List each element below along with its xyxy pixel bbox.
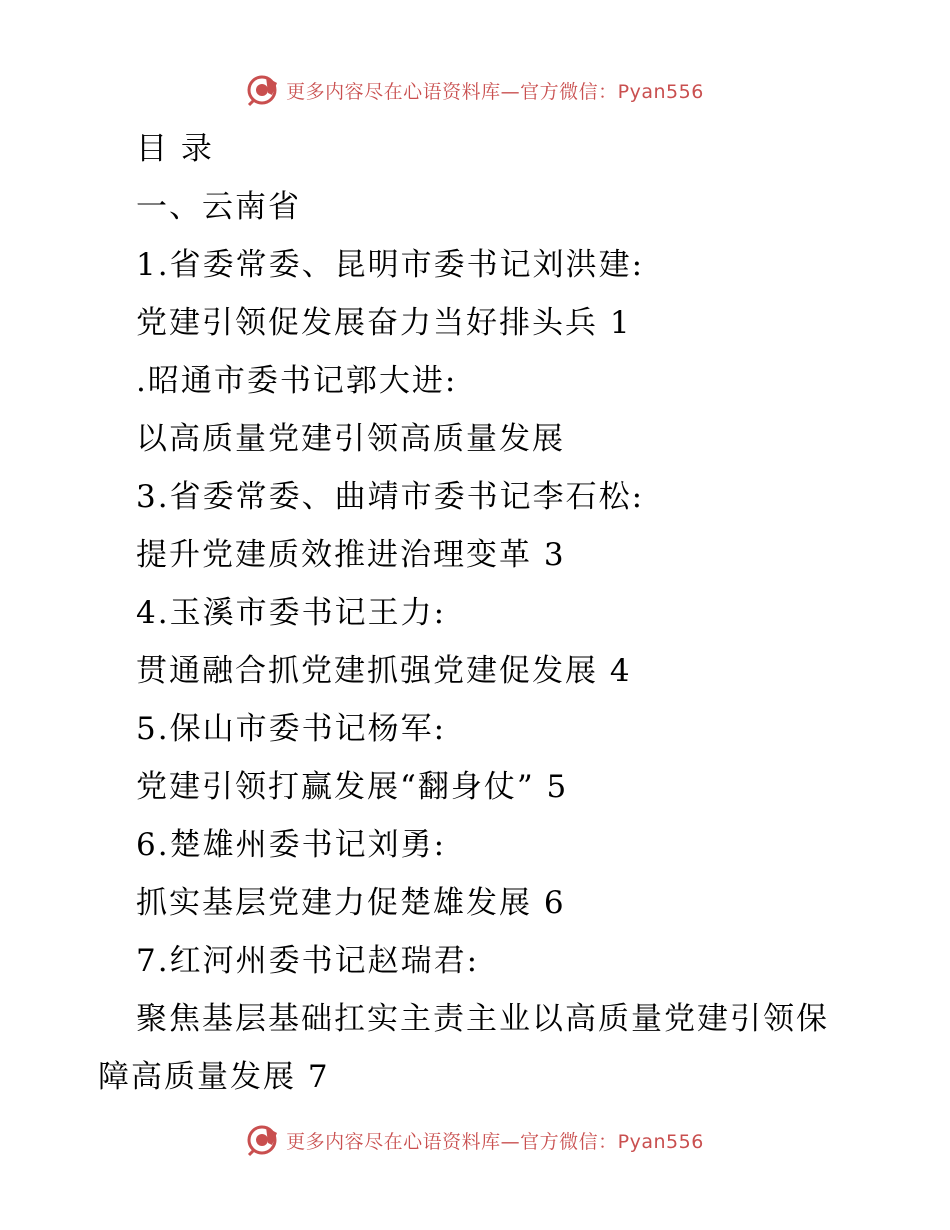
- toc-entry-author: 4.玉溪市委书记王力:: [136, 595, 447, 631]
- toc-entry-author: 3.省委常委、曲靖市委书记李石松:: [136, 479, 645, 515]
- footer-banner-text: 更多内容尽在心语资料库—官方微信：Pyan556: [286, 1130, 704, 1153]
- toc-entry-author: .昭通市委书记郭大进:: [136, 363, 458, 399]
- toc-entry-title: 提升党建质效推进治理变革 3: [136, 537, 566, 573]
- toc-entry-title: 聚焦基层基础扛实主责主业以高质量党建引领保: [136, 1001, 829, 1037]
- brand-logo-icon: [246, 73, 280, 107]
- toc-section-heading: 一、云南省: [136, 189, 301, 225]
- toc-entry-title: 党建引领促发展奋力当好排头兵 1: [136, 305, 632, 341]
- toc-entry-title: 贯通融合抓党建抓强党建促发展 4: [136, 653, 632, 689]
- toc-entry-title: 党建引领打赢发展“翻身仗” 5: [136, 769, 569, 805]
- header-banner-text: 更多内容尽在心语资料库—官方微信：Pyan556: [286, 80, 704, 103]
- brand-logo-icon: [246, 1123, 280, 1157]
- header-banner: [0, 70, 950, 110]
- toc-entry-author: 6.楚雄州委书记刘勇:: [136, 827, 447, 863]
- toc-entry-title-continued: 障高质量发展 7: [98, 1059, 330, 1095]
- toc-entry-author: 5.保山市委书记杨军:: [136, 711, 447, 747]
- toc-title: 目 录: [136, 131, 214, 167]
- toc-entry-title: 以高质量党建引领高质量发展: [136, 421, 565, 457]
- footer-banner: [0, 1120, 950, 1160]
- toc-entry-author: 7.红河州委书记赵瑞君:: [136, 943, 480, 979]
- toc-entry-title: 抓实基层党建力促楚雄发展 6: [136, 885, 566, 921]
- toc-entry-author: 1.省委常委、昆明市委书记刘洪建:: [136, 247, 645, 283]
